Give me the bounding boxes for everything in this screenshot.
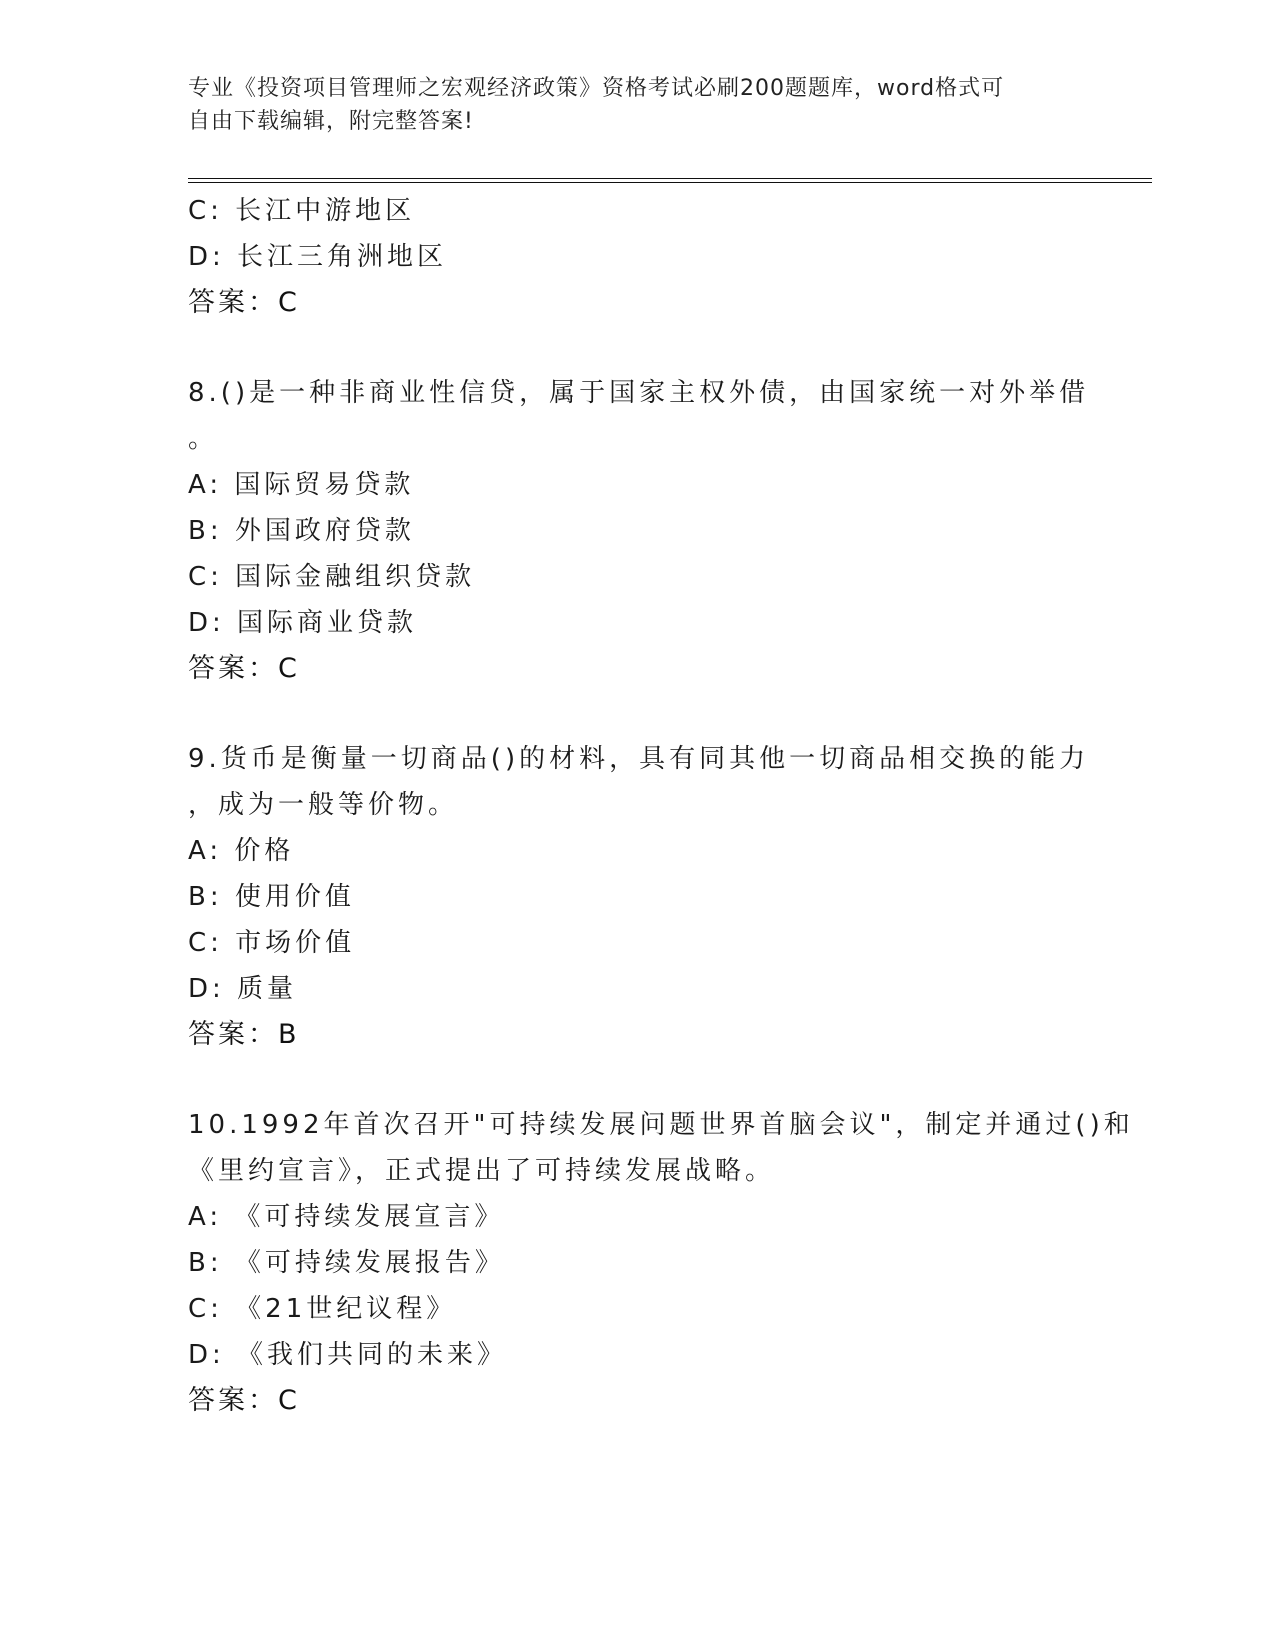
q10-option-c: C: 《21世纪议程》 <box>188 1294 457 1324</box>
q9-option-d: D: 质量 <box>188 974 298 1004</box>
q10-option-b: B: 《可持续发展报告》 <box>188 1248 505 1278</box>
question-spacer <box>188 692 1088 736</box>
q9-answer: 答案：B <box>188 1019 300 1050</box>
q10-option-a: A: 《可持续发展宣言》 <box>188 1202 505 1232</box>
question-spacer <box>188 1058 1088 1102</box>
q8-answer: 答案：C <box>188 653 300 684</box>
q8-option-b: B: 外国政府贷款 <box>188 516 415 546</box>
question-8 <box>188 370 1088 692</box>
q8-question-text-line-1: 8.()是一种非商业性信贷，属于国家主权外债，由国家统一对外举借 <box>188 378 1090 408</box>
question-7 <box>188 188 1088 326</box>
q7-answer: 答案：C <box>188 287 300 318</box>
q9-question-text-line-2: ，成为一般等价物。 <box>188 790 459 820</box>
q9-question-text-line-1: 9.货币是衡量一切商品()的材料，具有同其他一切商品相交换的能力 <box>188 744 1090 774</box>
header-title-line-2: 自由下载编辑，附完整答案! <box>188 109 474 134</box>
q10-question-text-line-1: 10.1992年首次召开"可持续发展问题世界首脑会议"，制定并通过()和 <box>188 1110 1134 1140</box>
q10-question-text-line-2: 《里约宣言》，正式提出了可持续发展战略。 <box>188 1156 776 1186</box>
q8-option-c: C: 国际金融组织贷款 <box>188 562 476 592</box>
question-9 <box>188 736 1088 1058</box>
question-spacer <box>188 326 1088 370</box>
page-header <box>188 72 1068 138</box>
header-title-line-1: 专业《投资项目管理师之宏观经济政策》资格考试必刷200题题库，word格式可 <box>188 76 1005 101</box>
q8-option-d: D: 国际商业贷款 <box>188 608 418 638</box>
q10-option-d: D: 《我们共同的未来》 <box>188 1340 508 1370</box>
q10-answer: 答案：C <box>188 1385 300 1416</box>
q8-question-text-line-2: 。 <box>188 424 219 454</box>
question-list <box>188 188 1134 1424</box>
q9-option-b: B: 使用价值 <box>188 882 355 912</box>
header-divider <box>188 178 1152 183</box>
q7-option-c: C: 长江中游地区 <box>188 196 416 226</box>
q7-option-d: D: 长江三角洲地区 <box>188 242 448 272</box>
q8-option-a: A: 国际贸易贷款 <box>188 470 415 500</box>
q9-option-c: C: 市场价值 <box>188 928 356 958</box>
question-10 <box>188 1102 1134 1424</box>
q9-option-a: A: 价格 <box>188 836 295 866</box>
